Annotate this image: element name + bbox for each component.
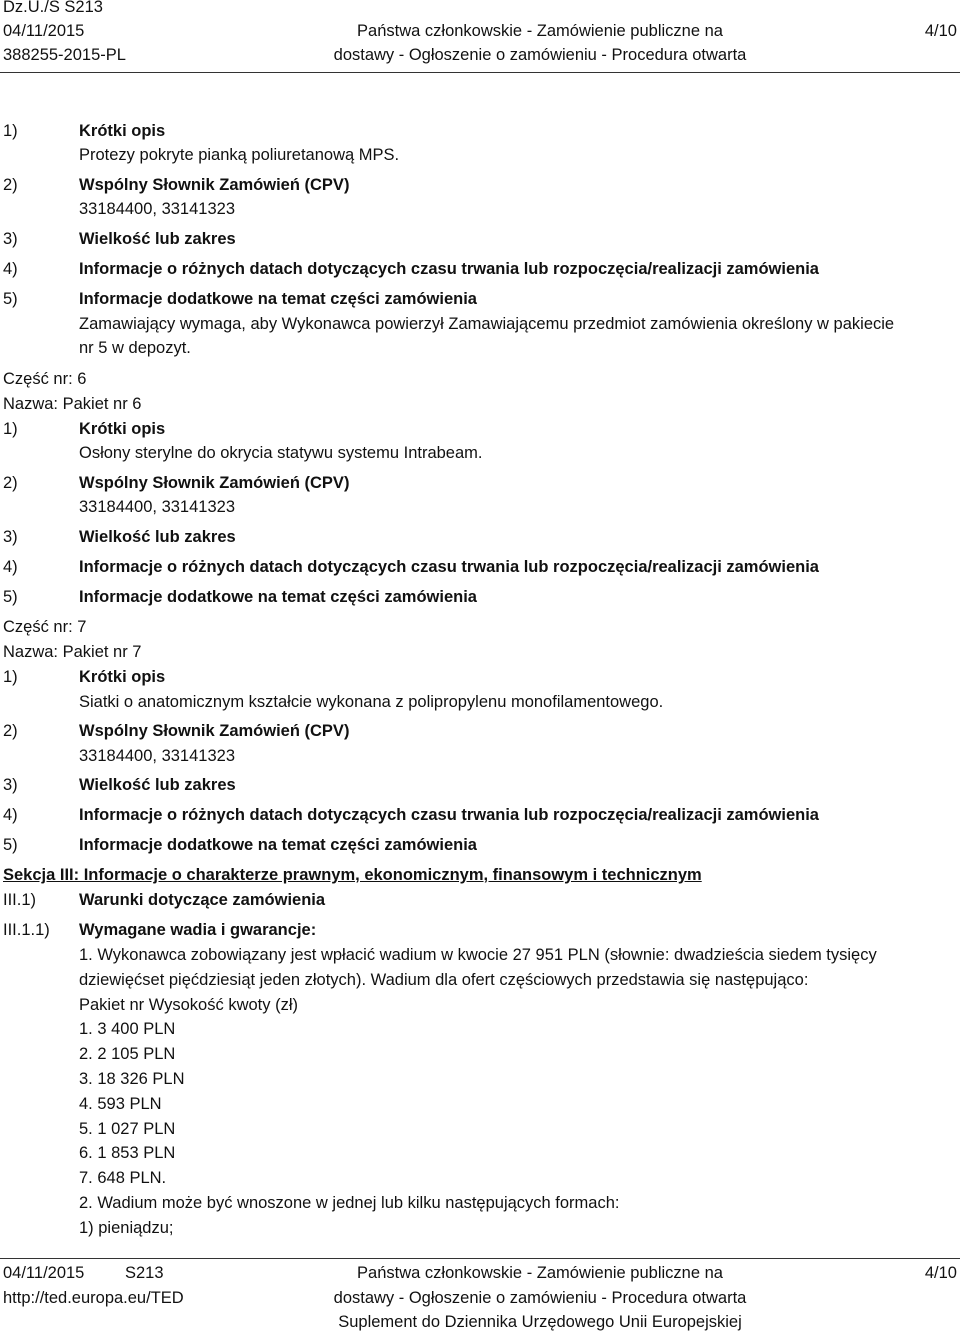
header-date: 04/11/2015 [3,22,85,40]
header-divider [0,72,960,73]
deposit-line: dziewięćset pięćdziesiąt jeden złotych). Wadium dla ofert częściowych przedstawia się następująco: [79,971,809,989]
deposit-amount-item: 4. 593 PLN [79,1095,162,1113]
deposit-line: 1. Wykonawca zobowiązany jest wpłacić wadium w kwocie 27 951 PLN (słownie: dwadzieścia siedem tysięcy [79,946,877,964]
lot7-cpv-codes: 33184400, 33141323 [79,747,235,765]
footer-title-line3: Suplement do Dziennika Urzędowego Unii Europejskiej [338,1313,742,1331]
dates-heading: Informacje o różnych datach dotyczących czasu trwania lub rozpoczęcia/realizacji zamówienia [79,558,819,576]
deposit-amount-item: 3. 18 326 PLN [79,1070,185,1088]
short-description-heading: Krótki opis [79,668,166,686]
section-3-1-number: III.1) [3,891,37,909]
deposit-amount-item: 7. 648 PLN. [79,1169,167,1187]
lot7-part-number: Część nr: 7 [3,618,87,636]
dates-heading: Informacje o różnych datach dotyczących czasu trwania lub rozpoczęcia/realizacji zamówienia [79,806,819,824]
footer-url[interactable]: http://ted.europa.eu/TED [3,1289,184,1307]
item-number: 4) [3,558,18,576]
lot7-name: Nazwa: Pakiet nr 7 [3,643,142,661]
footer-date: 04/11/2015 [3,1264,85,1282]
section-3-title: Sekcja III: Informacje o charakterze prawnym, ekonomicznym, finansowym i technicznym [3,866,702,884]
header-notice-id: 388255-2015-PL [3,46,126,64]
footer-page: 4/10 [924,1264,957,1282]
lot6-cpv-codes: 33184400, 33141323 [79,498,235,516]
cpv-heading: Wspólny Słownik Zamówień (CPV) [79,176,350,194]
section-3-1-1-number: III.1.1) [3,921,50,939]
item-number: 3) [3,528,18,546]
cpv-heading: Wspólny Słownik Zamówień (CPV) [79,722,350,740]
lot5-additional-line2: nr 5 w depozyt. [79,339,191,357]
lot6-part-number: Część nr: 6 [3,370,87,388]
item-number: 1) [3,122,18,140]
additional-info-heading: Informacje dodatkowe na temat części zamówienia [79,836,477,854]
lot6-description: Osłony sterylne do okrycia statywu systemu Intrabeam. [79,444,483,462]
item-number: 5) [3,588,18,606]
section-3-1-1-title: Wymagane wadia i gwarancje: [79,921,317,939]
deposit-table-header: Pakiet nr Wysokość kwoty (zł) [79,996,298,1014]
short-description-heading: Krótki opis [79,122,166,140]
section-3-1-title: Warunki dotyczące zamówienia [79,891,326,909]
additional-info-heading: Informacje dodatkowe na temat części zamówienia [79,290,477,308]
quantity-heading: Wielkość lub zakres [79,776,236,794]
deposit-line: 1) pieniądzu; [79,1219,174,1237]
deposit-amount-item: 1. 3 400 PLN [79,1020,176,1038]
item-number: 4) [3,260,18,278]
deposit-amount-item: 5. 1 027 PLN [79,1120,176,1138]
item-number: 2) [3,176,18,194]
deposit-amount-item: 2. 2 105 PLN [79,1045,176,1063]
lot5-cpv-codes: 33184400, 33141323 [79,200,235,218]
item-number: 5) [3,836,18,854]
footer-journal: S213 [125,1264,164,1282]
lot7-description: Siatki o anatomicznym kształcie wykonana z polipropylenu monofilamentowego. [79,693,664,711]
header-title-line2: dostawy - Ogłoszenie o zamówieniu - Procedura otwarta [333,46,747,64]
quantity-heading: Wielkość lub zakres [79,230,236,248]
header-journal: Dz.U./S S213 [3,0,103,16]
footer-title-line1: Państwa członkowskie - Zamówienie publiczne na [357,1264,723,1282]
item-number: 3) [3,776,18,794]
quantity-heading: Wielkość lub zakres [79,528,236,546]
item-number: 1) [3,420,18,438]
footer-title-line2: dostawy - Ogłoszenie o zamówieniu - Procedura otwarta [333,1289,747,1307]
short-description-heading: Krótki opis [79,420,166,438]
lot5-description: Protezy pokryte pianką poliuretanową MPS. [79,146,400,164]
item-number: 2) [3,474,18,492]
item-number: 1) [3,668,18,686]
item-number: 2) [3,722,18,740]
dates-heading: Informacje o różnych datach dotyczących czasu trwania lub rozpoczęcia/realizacji zamówienia [79,260,819,278]
header-page: 4/10 [924,22,957,40]
lot5-additional-line1: Zamawiający wymaga, aby Wykonawca powierzył Zamawiającemu przedmiot zamówienia określony w pakiecie [79,315,895,333]
lot6-name: Nazwa: Pakiet nr 6 [3,395,142,413]
footer-divider [0,1258,960,1259]
item-number: 3) [3,230,18,248]
item-number: 4) [3,806,18,824]
deposit-amount-item: 6. 1 853 PLN [79,1144,176,1162]
cpv-heading: Wspólny Słownik Zamówień (CPV) [79,474,350,492]
item-number: 5) [3,290,18,308]
additional-info-heading: Informacje dodatkowe na temat części zamówienia [79,588,477,606]
header-title-line1: Państwa członkowskie - Zamówienie publiczne na [357,22,723,40]
deposit-line: 2. Wadium może być wnoszone w jednej lub kilku następujących formach: [79,1194,620,1212]
